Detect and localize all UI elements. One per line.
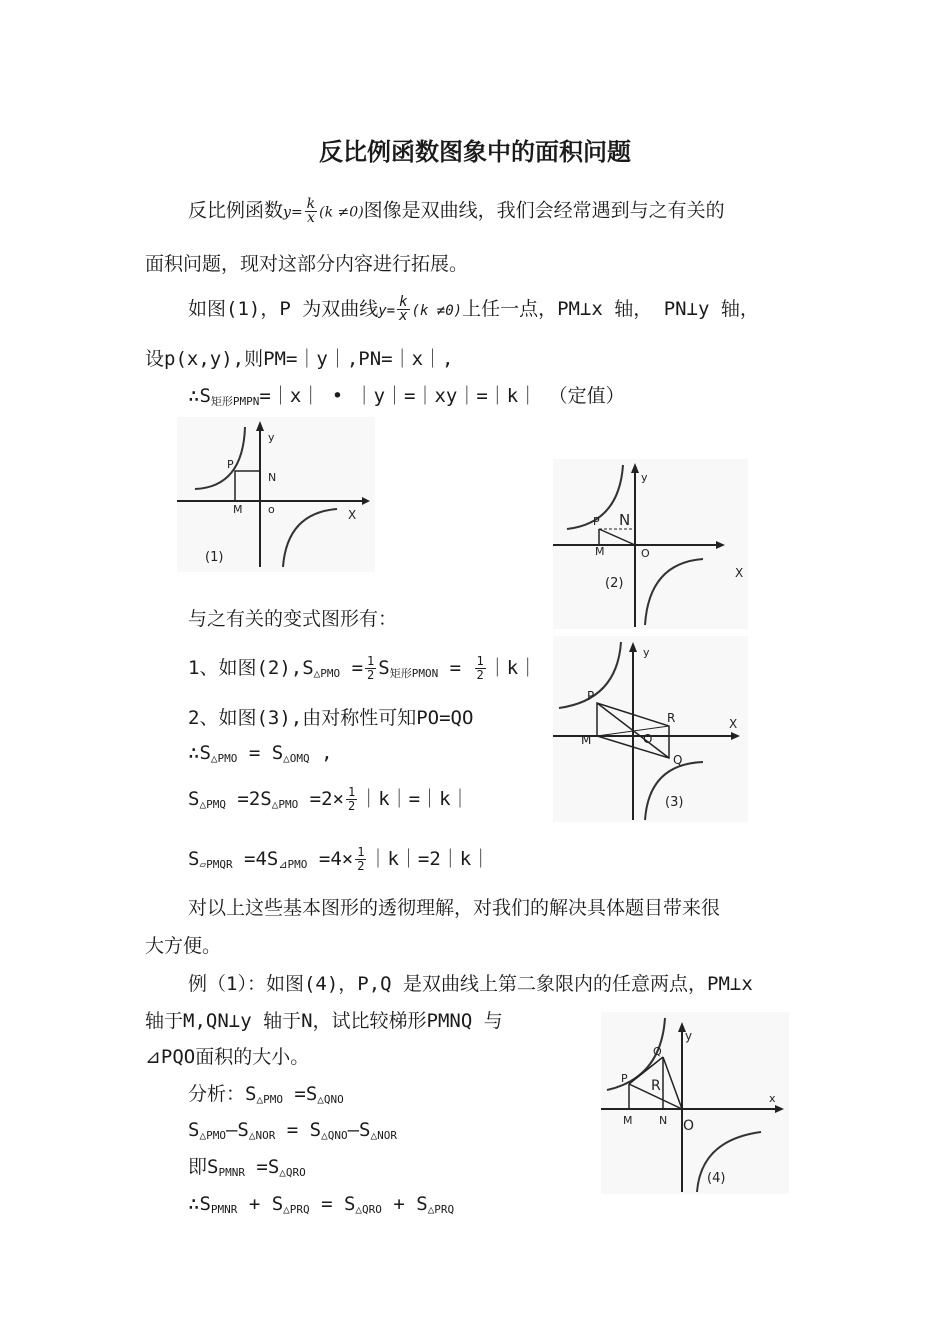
y-axis-arrow [629, 642, 637, 652]
text: 即S [188, 1156, 219, 1178]
text: =4× [307, 848, 354, 870]
fraction-half [475, 655, 486, 682]
subscript: 矩形PMON [389, 667, 439, 680]
label-x: X [729, 717, 738, 731]
denominator: 2 [367, 668, 375, 682]
formula-eq: = [290, 204, 303, 221]
variant-2-line-2 [188, 741, 333, 771]
numerator: 1 [347, 785, 356, 799]
label-x: x [769, 1092, 776, 1105]
label-p: P [621, 1072, 628, 1085]
example-line-1: 例（1）：如图(4)，P,Q 是双曲线上第二象限内的任意两点，PM⊥x [188, 973, 753, 995]
text: + S [381, 1193, 428, 1215]
variant-2-line-3 [188, 786, 470, 817]
denominator: 2 [357, 859, 365, 873]
variant-2-line-4 [188, 846, 490, 877]
subscript: △NOR [248, 1129, 276, 1142]
formula-numerator: k [399, 294, 408, 310]
text: = S [309, 1193, 356, 1215]
variants-heading: 与之有关的变式图形有： [188, 608, 398, 630]
x-axis-arrow [362, 497, 370, 505]
y-axis-arrow [631, 463, 639, 473]
subscript: △OMQ [283, 752, 310, 765]
text: ｜k｜=｜k｜ [359, 788, 470, 810]
text: S [188, 788, 200, 810]
label-y: y [643, 646, 650, 659]
hyperbola-branch-2 [195, 427, 245, 489]
fraction-half [365, 655, 376, 682]
variant-2-line-1: 2、如图(3),由对称性可知PO=QO [188, 707, 474, 729]
label-p: P [227, 458, 234, 471]
x-axis-arrow [716, 541, 725, 549]
label-n: N [268, 471, 277, 484]
fig1-desc-line-3 [188, 384, 625, 414]
text: =2× [298, 788, 344, 810]
analysis-line-4 [188, 1192, 454, 1222]
label-o: o [268, 503, 275, 516]
label-x: X [348, 508, 357, 522]
text: = S [275, 1119, 322, 1141]
subscript: △PMQ [199, 798, 226, 811]
analysis-line-1 [188, 1082, 344, 1112]
formula-condition: (k ≠0) [411, 303, 463, 319]
label-o: O [641, 547, 650, 560]
intro-line-2: 面积问题，现对这部分内容进行拓展。 [145, 253, 469, 275]
text: + S [237, 1193, 284, 1215]
text: = [438, 657, 473, 679]
rectangle-pmon [235, 471, 260, 501]
segment-po [599, 529, 635, 545]
label-m: M [233, 503, 243, 516]
label-r: R [651, 1078, 661, 1094]
fraction-half [346, 786, 357, 813]
text: ∴S [188, 742, 211, 764]
figure-3 [553, 636, 748, 822]
subscript: ▱PMQR [199, 858, 233, 871]
text: —S [225, 1119, 249, 1141]
figure-4 [601, 1012, 789, 1194]
fig1-desc-line-2: 设p(x,y),则PM=｜y｜,PN=｜x｜, [145, 348, 454, 370]
subscript: △QNO [321, 1129, 348, 1142]
subscript: △QRO [355, 1203, 382, 1216]
formula-eq: = [386, 303, 396, 319]
formula-y: y [378, 303, 387, 319]
fig1-desc-prefix: 如图(1)，P 为双曲线 [188, 298, 379, 320]
formula-denominator: x [306, 210, 315, 226]
subscript: △PMO [210, 752, 238, 765]
analysis-line-3 [188, 1155, 306, 1185]
variant-1 [188, 655, 537, 686]
label-m: M [581, 733, 592, 747]
text: =｜x｜ • ｜y｜=｜xy｜=｜k｜ （定值） [259, 385, 625, 407]
label-m: M [595, 545, 605, 558]
label-m: M [623, 1114, 633, 1127]
analysis-line-2 [188, 1118, 397, 1148]
numerator: 1 [476, 654, 484, 668]
text: =4S [232, 848, 279, 870]
formula-fraction [305, 198, 317, 225]
formula-y: y [283, 204, 291, 221]
x-axis-arrow [731, 732, 740, 740]
label-n: N [619, 511, 631, 529]
label-o: O [643, 732, 653, 746]
label-r: R [667, 711, 676, 725]
label-y: y [641, 471, 648, 484]
x-axis-arrow [775, 1105, 784, 1113]
text: =2S [225, 788, 272, 810]
fraction-half [355, 846, 366, 873]
understanding-line-1: 对以上这些基本图形的透彻理解，对我们的解决具体题目带来很 [188, 897, 721, 919]
intro-suffix: 图像是双曲线，我们会经常遇到与之有关的 [363, 199, 725, 222]
text: =S [244, 1156, 280, 1178]
intro-line-1 [188, 198, 725, 225]
fig1-desc-line-1 [188, 296, 759, 323]
text: 分析：S [188, 1083, 257, 1105]
subscript: PMNR [210, 1203, 238, 1216]
fig1-desc-suffix: 上任一点，PM⊥x 轴， PN⊥y 轴， [462, 298, 759, 320]
figure-caption: (4) [707, 1171, 726, 1186]
text: , [309, 742, 333, 764]
subscript: PMNR [218, 1166, 245, 1179]
text: =S [282, 1083, 318, 1105]
subscript: 矩形PMPN [210, 395, 260, 408]
subscript: ⊿PMO [278, 858, 308, 871]
text: S [378, 657, 390, 679]
formula-denominator: x [399, 308, 408, 324]
text: ∴S [188, 385, 211, 407]
text: S [188, 1119, 200, 1141]
formula-fraction [397, 296, 409, 323]
numerator: 1 [367, 654, 375, 668]
label-y: y [268, 431, 275, 444]
figure-1 [177, 417, 375, 572]
subscript: △PMO [256, 1093, 283, 1106]
example-line-3: ⊿PQO面积的大小。 [145, 1046, 310, 1068]
example-line-2: 轴于M,QN⊥y 轴于N，试比较梯形PMNQ 与 [145, 1010, 503, 1032]
figure-caption: (1) [205, 550, 224, 565]
figure-2 [553, 459, 748, 629]
label-q: Q [653, 1045, 662, 1058]
understanding-line-2: 大方便。 [145, 935, 222, 957]
text: = [340, 657, 364, 679]
text: ｜k｜=2｜k｜ [368, 848, 491, 870]
label-n: N [659, 1114, 668, 1127]
subscript: △QNO [317, 1093, 344, 1106]
hyperbola-branch-4 [645, 762, 703, 820]
label-y: y [685, 1029, 693, 1043]
text: ∴S [188, 1193, 211, 1215]
subscript: △PRQ [427, 1203, 455, 1216]
formula-numerator: k [306, 196, 316, 212]
hyperbola-branch-4 [283, 509, 337, 567]
figure-caption: (3) [665, 795, 684, 810]
subscript: △PMO [313, 667, 341, 680]
text: S [188, 848, 200, 870]
subscript: △QRO [279, 1166, 306, 1179]
formula-condition: (k ≠0) [319, 204, 364, 221]
label-x: X [735, 566, 744, 580]
subscript: △NOR [370, 1129, 397, 1142]
label-o: O [683, 1118, 695, 1134]
label-q: Q [673, 753, 683, 767]
page-title: 反比例函数图象中的面积问题 [319, 138, 631, 166]
subscript: △PMO [199, 1129, 226, 1142]
denominator: 2 [476, 668, 484, 682]
figure-caption: (2) [605, 576, 624, 591]
denominator: 2 [347, 799, 356, 813]
subscript: △PMO [271, 798, 299, 811]
numerator: 1 [357, 845, 365, 859]
text: 1、如图(2),S [188, 657, 314, 679]
label-p: P [587, 689, 595, 703]
text: —S [347, 1119, 371, 1141]
hyperbola-branch-4 [645, 559, 703, 625]
text: = S [237, 742, 284, 764]
subscript: △PRQ [283, 1203, 310, 1216]
intro-prefix: 反比例函数 [188, 199, 284, 222]
label-p: P [593, 515, 600, 528]
y-axis-arrow [256, 421, 264, 431]
text: ｜k｜ [487, 657, 538, 679]
